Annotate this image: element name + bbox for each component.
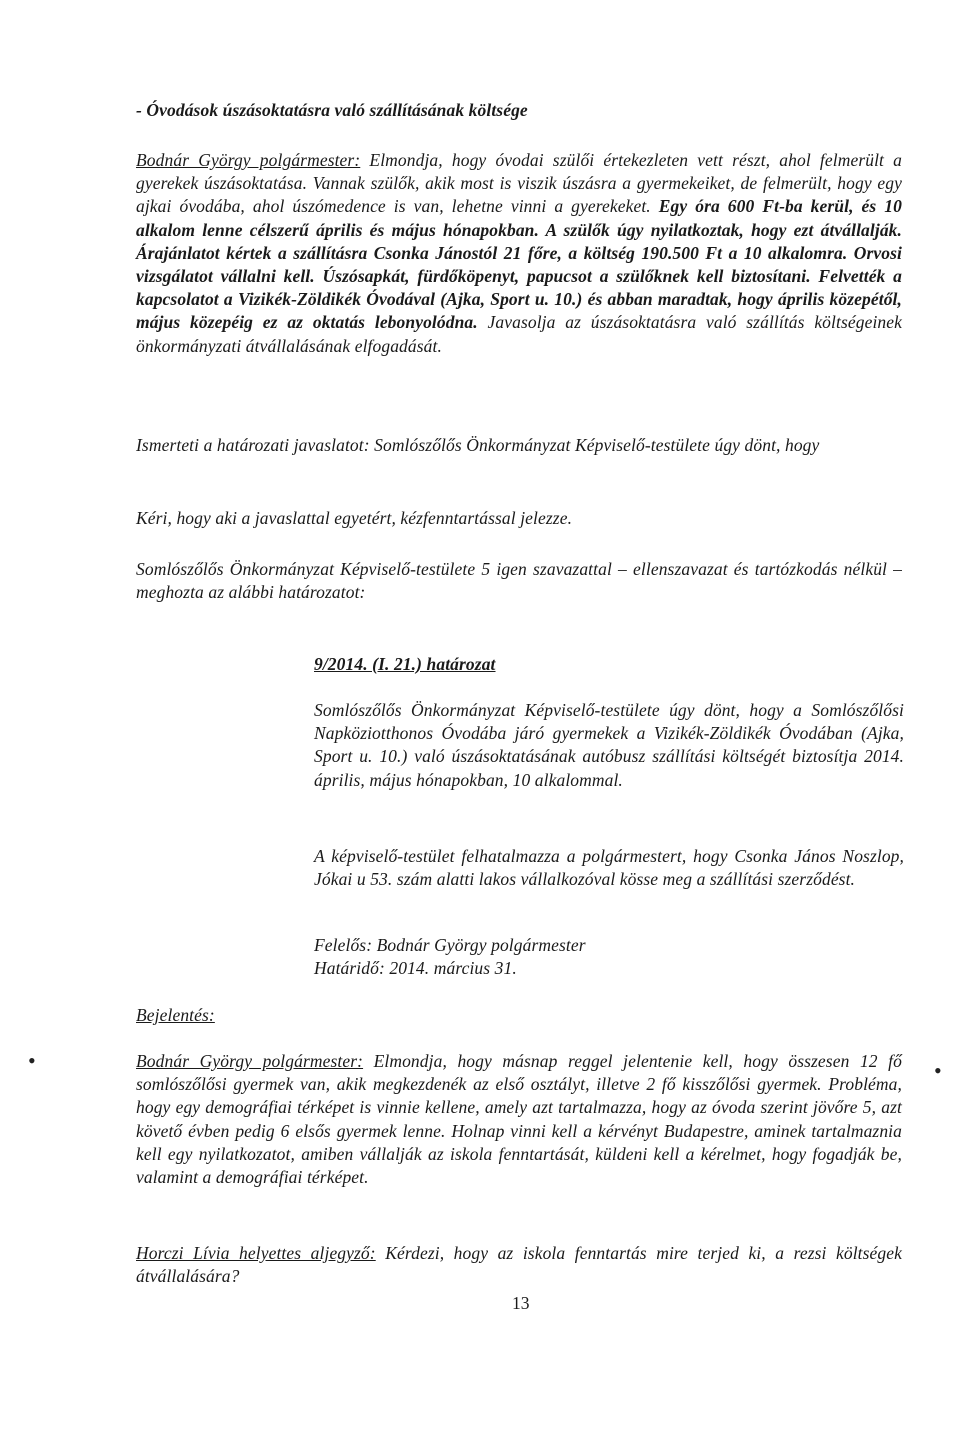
statement-bold-text: Egy óra 600 Ft-ba kerül, és 10 alkalom lenne célszerű április és május hónapokban. A szülők úgy nyilatkoztak, hogy ezt átvállalják. Árajánlatot kértek a szállításra Csonka Jánostól 21 főre, a költség 190.500 Ft a 10 alkalomra. Orvosi vizsgálatot vállalni kell. Úszósapkát, fürdőköpenyt, papucsot a szülőknek kell biztosítani. Felvették a kapcsolatot a Vizikék-Zöldikék Óvodával (Ajka, Sport u. 10.) és abban maradtak, hogy április közepétől, május közepéig ez az oktatás lebonyolódna. <box>136 196 903 333</box>
mayor-statement-paragraph <box>136 149 902 358</box>
statement-proposal-text: Javasolja az úszásoktatásra való szállítás költségeinek önkormányzati átvállalásának elfogadását. <box>136 312 903 356</box>
deputy-notary-question-paragraph <box>136 1242 902 1288</box>
announcement-text: Elmondja, hogy másnap reggel jelentenie kell, hogy összesen 12 fő somlószőlősi gyermek van, akik megkezdenék az első osztályt, illetve 2 fő kisszőlősi gyermek. Probléma, hogy egy demográfiai térképet is vinnie kellene, amely azt tartalmazza, hogy az óvoda szerint jövőre 5, azt követő évben pedig 6 elsős gyermek lenne. Holnap vinni kell a kérvényt Budapestre, aminek tartalmaznia kell egy nyilatkozatot, amiben vállalják az iskola fenntartását, küldeni kell a kérelmet, hogy fogadják be, valamint a demográfiai térképet. <box>136 1051 902 1188</box>
speaker-name: Bodnár György polgármester: <box>136 150 361 170</box>
proposal-intro-paragraph: Ismerteti a határozati javaslatot: Somlószőlős Önkormányzat Képviselő-testülete úgy dönt, hogy <box>136 435 820 455</box>
resolution-body-2: A képviselő-testület felhatalmazza a polgármestert, hogy Csonka János Noszlop, Jókai u 53. szám alatti lakos vállalkozóval kösse meg a szállítási szerződést. <box>314 846 904 890</box>
resolution-deadline: Határidő: 2014. március 31. <box>314 958 517 978</box>
resolution-responsible: Felelős: Bodnár György polgármester <box>314 935 586 955</box>
speaker-name: Horczi Lívia helyettes aljegyző: <box>136 1243 376 1263</box>
resolution-body-1: Somlószőlős Önkormányzat Képviselő-testülete úgy dönt, hogy a Somlószőlősi Napköziotthonos Óvodába járó gyermekek a Vizikék-Zöldikék Óvodában (Ajka, Sport u. 10.) való úszásoktatásának autóbusz szállítási költségét biztosítja 2014. április, május hónapokban, 10 alkalommal. <box>314 700 904 790</box>
resolution-title: 9/2014. (I. 21.) határozat <box>314 654 496 674</box>
section-heading: - Óvodások úszásoktatásra való szállításának költsége <box>136 100 528 120</box>
speaker-name: Bodnár György polgármester: <box>136 1051 364 1071</box>
statement-text: Elmondja, hogy óvodai szülői értekezleten vett részt, ahol felmerült a gyerekek úszásoktatása. Vannak szülők, akik most is viszik úszásra a gyermekeiket, de felmerült, hogy egy ajkai óvodába, ahol úszómedence is van, lehetne vinni a gyerekeket. <box>136 150 902 217</box>
question-text: Kérdezi, hogy az iskola fenntartás mire terjed ki, a rezsi költségek átvállalására? <box>136 1243 902 1287</box>
scan-speck-right: • <box>934 1058 942 1083</box>
announcements-label: Bejelentés: <box>136 1005 215 1025</box>
page-number: 13 <box>512 1293 530 1313</box>
vote-request-paragraph: Kéri, hogy aki a javaslattal egyetért, kézfenntartással jelezze. <box>136 508 573 528</box>
mayor-announcement-paragraph <box>136 1050 902 1189</box>
scan-speck-left: • <box>28 1048 36 1073</box>
vote-result-paragraph: Somlószőlős Önkormányzat Képviselő-testülete 5 igen szavazattal – ellenszavazat és tartózkodás nélkül – meghozta az alábbi határozatot: <box>136 559 902 603</box>
